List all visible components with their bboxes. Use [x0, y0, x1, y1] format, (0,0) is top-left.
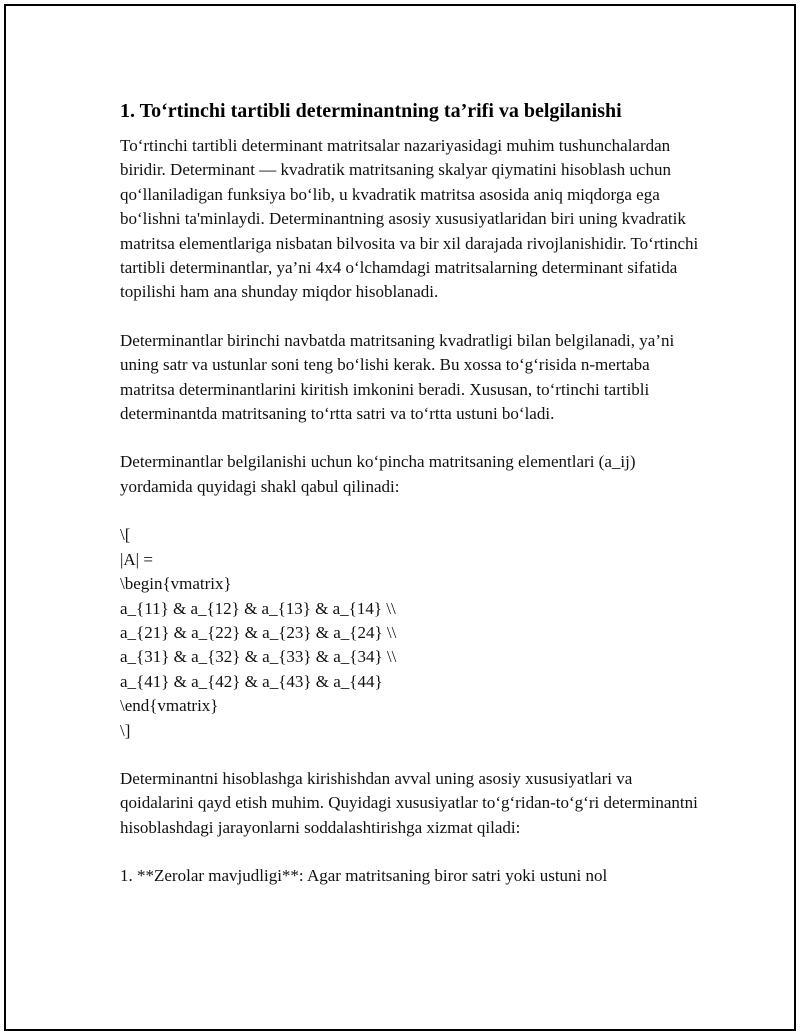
list-item: 1. **Zerolar mavjudligi**: Agar matritsaning biror satri yoki ustuni nol [120, 866, 608, 886]
formula-line: \] [120, 720, 131, 740]
document-content [120, 98, 700, 913]
formula-line: a_{11} & a_{12} & a_{13} & a_{14} \\ [120, 598, 396, 618]
formula-line: \begin{vmatrix} [120, 574, 232, 594]
formula-line: \[ [120, 525, 131, 545]
paragraph-notation: Determinantlar belgilanishi uchun ko‘pincha matritsaning elementlari (a_ij) yordamida quyidagi shakl qabul qilinadi: [120, 452, 636, 496]
formula-line: |A| = [120, 549, 153, 569]
section-heading: 1. To‘rtinchi tartibli determinantning ta’rifi va belgilanishi [120, 100, 622, 122]
paragraph-squareness: Determinantlar birinchi navbatda matritsaning kvadratligi bilan belgilanadi, ya’ni uning satr va ustunlar soni teng bo‘lishi kerak. Bu xossa to‘g‘risida n-mertaba matritsa determinantlarini kiritish imkonini beradi. Xususan, to‘rtinchi tartibli determinantda matritsaning to‘rtta satri va to‘rtta ustuni bo‘ladi. [120, 330, 675, 424]
formula-line: a_{31} & a_{32} & a_{33} & a_{34} \\ [120, 647, 397, 667]
formula-line: a_{41} & a_{42} & a_{43} & a_{44} [120, 671, 383, 691]
latex-formula-block [120, 523, 700, 743]
paragraph-properties-intro: Determinantni hisoblashga kirishishdan avval uning asosiy xususiyatlari va qoidalarini qayd etish muhim. Quyidagi xususiyatlar to‘g‘ridan-to‘g‘ri determinantni hisoblashdagi jarayonlarni soddalashtirishga xizmat qiladi: [120, 768, 698, 837]
formula-line: a_{21} & a_{22} & a_{23} & a_{24} \\ [120, 622, 397, 642]
page-frame [4, 4, 796, 1031]
formula-line: \end{vmatrix} [120, 696, 219, 716]
paragraph-definition: To‘rtinchi tartibli determinant matritsalar nazariyasidagi muhim tushunchalardan biridir. Determinant — kvadratik matritsaning skalyar qiymatini hisoblash uchun qo‘llaniladigan funksiya bo‘lib, u kvadratik matritsa asosida aniq miqdorga ega bo‘lishni ta'minlaydi. Determinantning asosiy xususiyatlaridan biri uning kvadratik matritsa elementlariga nisbatan bilvosita va bir xil darajada rivojlanishidir. To‘rtinchi tartibli determinantlar, ya’ni 4x4 o‘lchamdagi matritsalarning determinant sifatida topilishi ham ana shunday miqdor hisoblanadi. [120, 136, 699, 302]
